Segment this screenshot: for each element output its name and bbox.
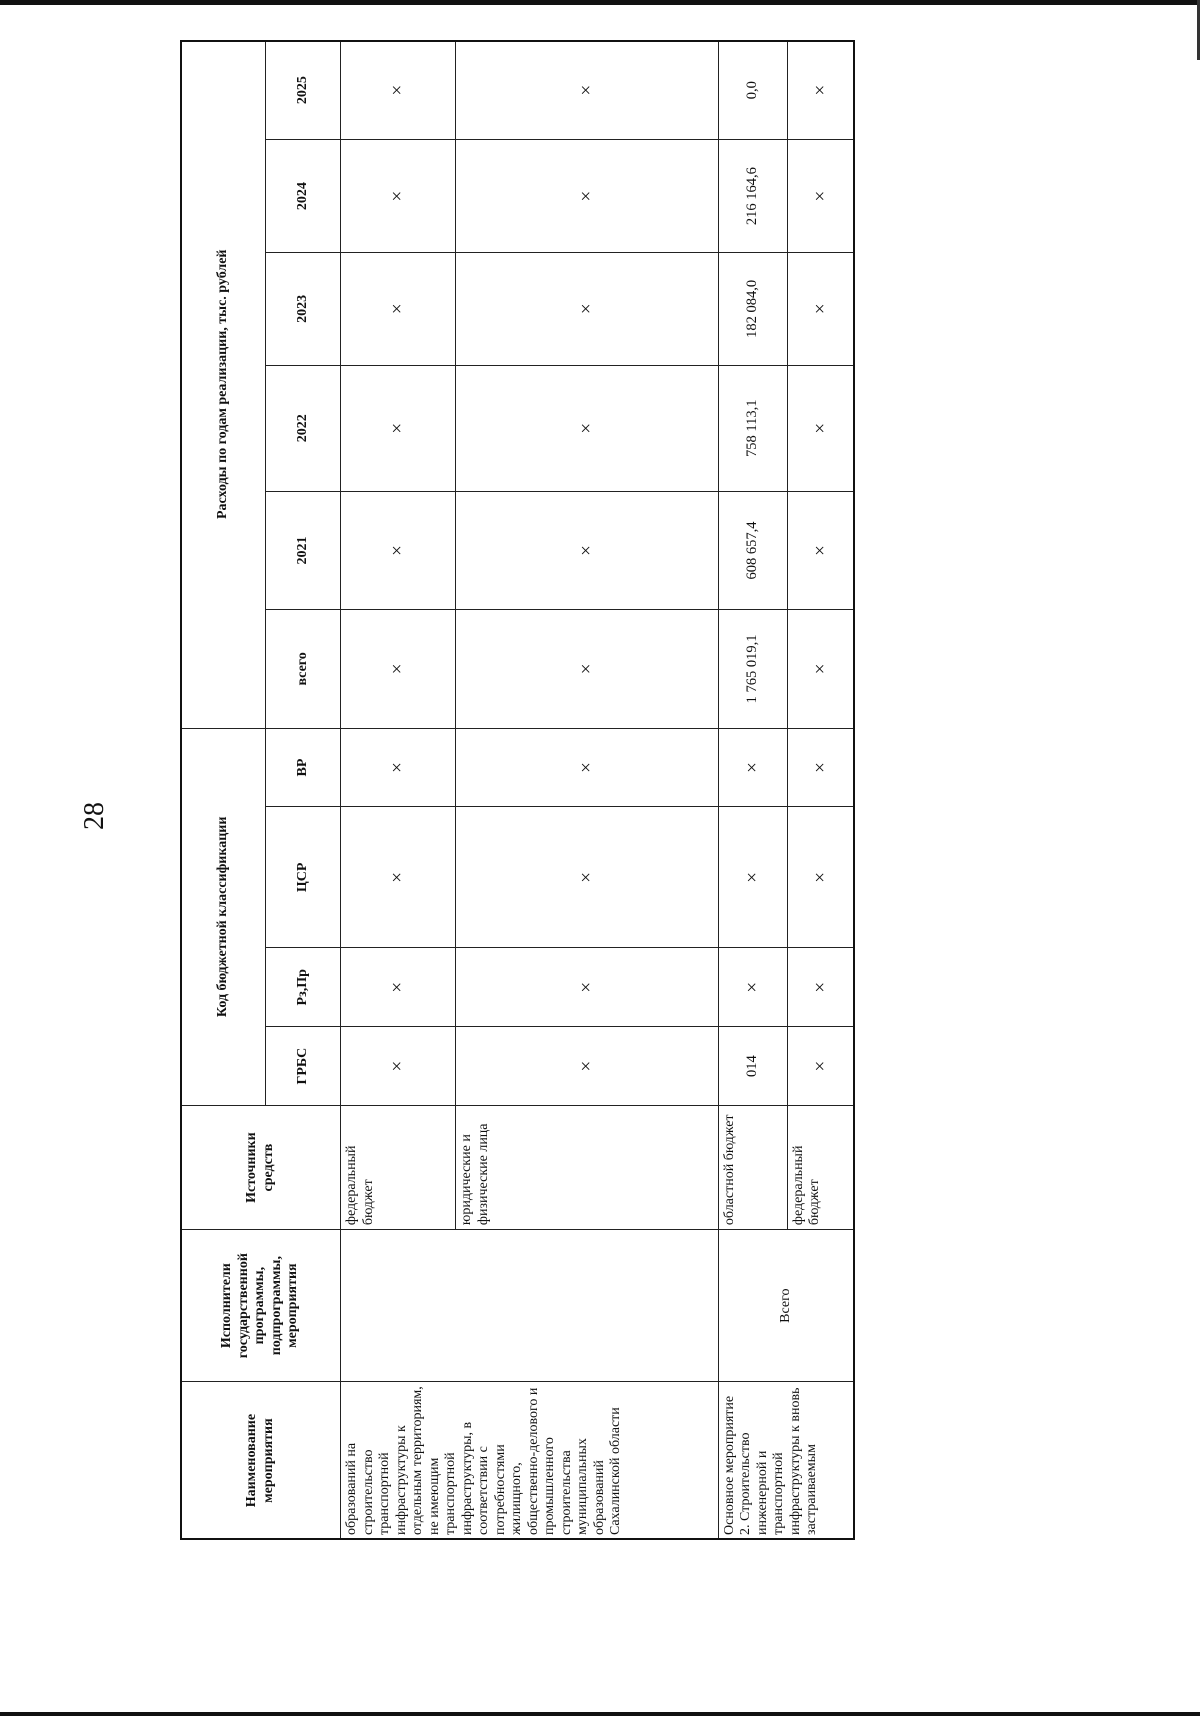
y2022-cell: 758 113,1 <box>718 365 787 491</box>
y2025-cell: × <box>456 41 719 140</box>
header-2024: 2024 <box>266 140 341 253</box>
activity-name: Основное мероприятие 2. Строительство инженерной и транспортной инфраструктуры к вновь застраиваемым <box>718 1382 854 1540</box>
csr-cell: × <box>456 807 719 948</box>
rzpr-cell: × <box>456 948 719 1027</box>
csr-cell: × <box>787 807 854 948</box>
source-cell: областной бюджет <box>718 1106 787 1230</box>
vr-cell: × <box>456 728 719 807</box>
header-2025: 2025 <box>266 41 341 140</box>
header-sources: Источники средств <box>181 1106 341 1230</box>
csr-cell: × <box>718 807 787 948</box>
y2025-cell: × <box>787 41 854 140</box>
header-2022: 2022 <box>266 365 341 491</box>
y2024-cell: × <box>456 140 719 253</box>
y2023-cell: × <box>787 252 854 365</box>
header-grbs: ГРБС <box>266 1027 341 1106</box>
grbs-cell: × <box>456 1027 719 1106</box>
csr-cell: × <box>341 807 456 948</box>
y2021-cell: × <box>341 491 456 609</box>
budget-table <box>180 40 855 1540</box>
total-cell: × <box>787 610 854 728</box>
y2021-cell: × <box>787 491 854 609</box>
table-row <box>718 41 787 1540</box>
total-cell: × <box>456 610 719 728</box>
header-vr: ВР <box>266 728 341 807</box>
source-cell: федеральный бюджет <box>341 1106 456 1230</box>
executor-cell: Всего <box>718 1230 854 1382</box>
source-cell: федеральный бюджет <box>787 1106 854 1230</box>
y2021-cell: × <box>456 491 719 609</box>
vr-cell: × <box>718 728 787 807</box>
header-rzpr: Рз,Пр <box>266 948 341 1027</box>
vr-cell: × <box>341 728 456 807</box>
header-budget-code: Код бюджетной классификации <box>181 728 266 1106</box>
header-executors: Исполнители государственной программы, подпрограммы, мероприятия <box>181 1230 341 1382</box>
header-name: Наименование мероприятия <box>181 1382 341 1540</box>
y2021-cell: 608 657,4 <box>718 491 787 609</box>
header-2021: 2021 <box>266 491 341 609</box>
y2023-cell: × <box>456 252 719 365</box>
scan-bottom-edge <box>0 1712 1200 1716</box>
table-row <box>341 41 456 1540</box>
y2024-cell: 216 164,6 <box>718 140 787 253</box>
y2024-cell: × <box>787 140 854 253</box>
scan-top-edge <box>0 0 1200 5</box>
page-number: 28 <box>79 802 110 830</box>
activity-name: образований на строительство транспортной инфраструктуры к отдельным территориям, не имеющим транспортной инфраструктуры, в соответствии с потребностями жилищного, общественно-делового и промышленного строительства муниципальных образований Сахалинской области <box>341 1382 719 1540</box>
y2022-cell: × <box>787 365 854 491</box>
y2023-cell: 182 084,0 <box>718 252 787 365</box>
vr-cell: × <box>787 728 854 807</box>
total-cell: × <box>341 610 456 728</box>
y2025-cell: × <box>341 41 456 140</box>
grbs-cell: × <box>341 1027 456 1106</box>
executor-cell <box>341 1230 719 1382</box>
y2022-cell: × <box>341 365 456 491</box>
y2025-cell: 0,0 <box>718 41 787 140</box>
source-cell: юридические и физические лица <box>456 1106 719 1230</box>
grbs-cell: × <box>787 1027 854 1106</box>
rzpr-cell: × <box>787 948 854 1027</box>
y2024-cell: × <box>341 140 456 253</box>
header-total: всего <box>266 610 341 728</box>
rzpr-cell: × <box>341 948 456 1027</box>
rotated-table-container <box>180 40 855 1540</box>
header-csr: ЦСР <box>266 807 341 948</box>
grbs-cell: 014 <box>718 1027 787 1106</box>
y2023-cell: × <box>341 252 456 365</box>
header-2023: 2023 <box>266 252 341 365</box>
rzpr-cell: × <box>718 948 787 1027</box>
total-cell: 1 765 019,1 <box>718 610 787 728</box>
header-expenses: Расходы по годам реализации, тыс. рублей <box>181 41 266 729</box>
y2022-cell: × <box>456 365 719 491</box>
